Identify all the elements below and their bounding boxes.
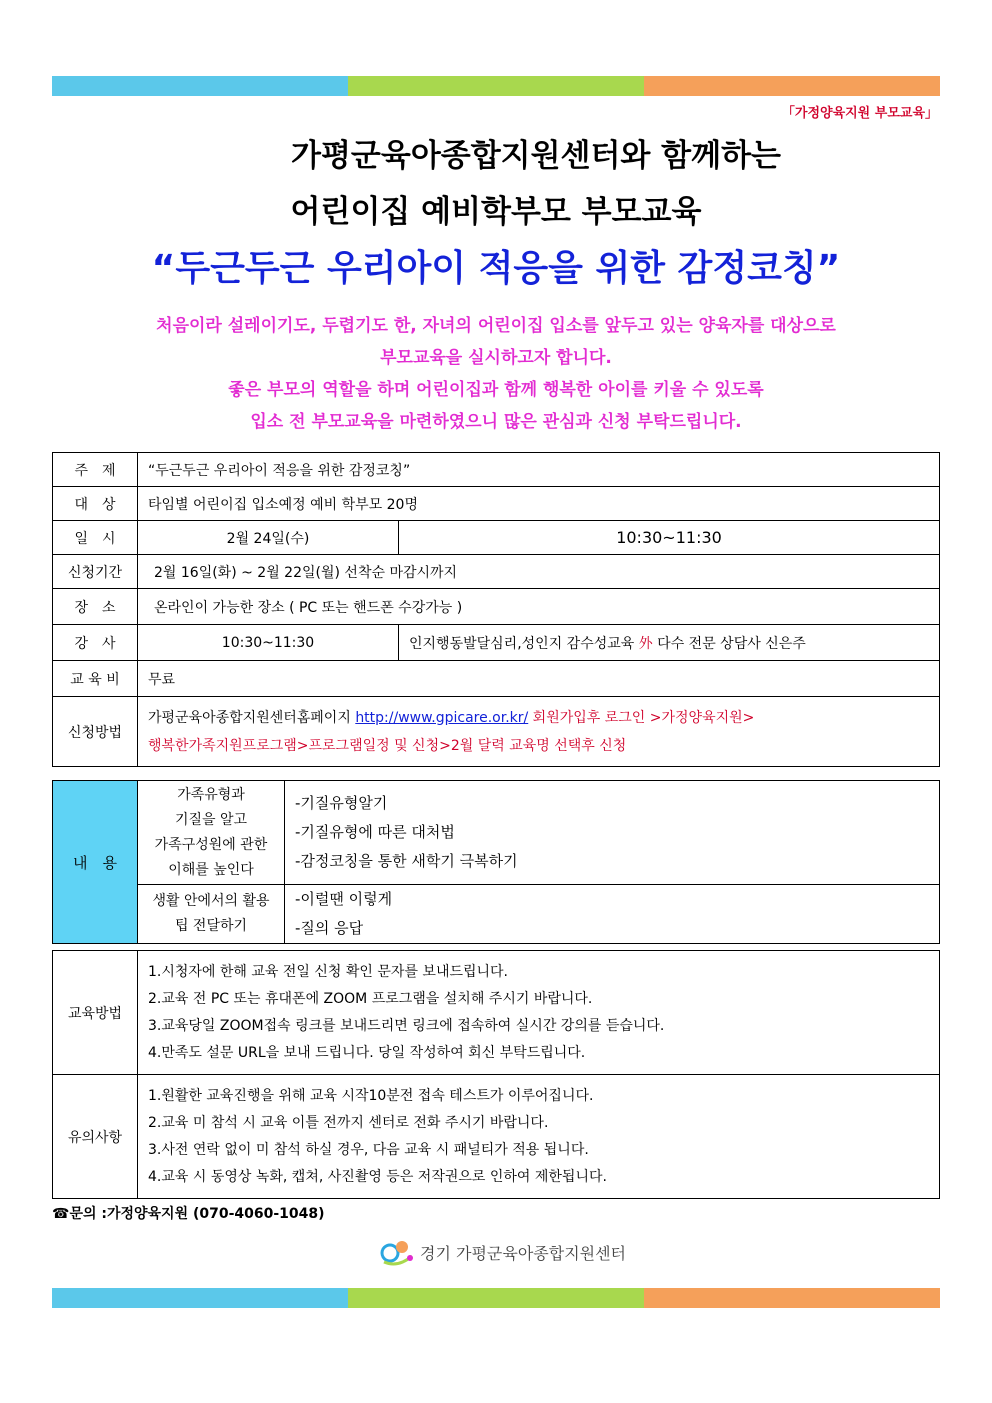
section2-title	[138, 885, 285, 944]
list-item: 3.사전 연락 없이 미 참석 하실 경우, 다음 교육 시 패널티가 적용 됩니다.	[148, 1141, 589, 1158]
list-item: -질의 응답	[295, 919, 364, 937]
list-item: 2.교육 미 참석 시 교육 이틀 전까지 센터로 전화 주시기 바랍니다.	[148, 1114, 549, 1131]
date-value: 2월 24일(수)	[138, 521, 399, 555]
lecturer-oe: 外	[638, 635, 653, 652]
section2-title-line: 팁 전달하기	[174, 918, 248, 934]
lecturer-label: 강 사	[53, 625, 138, 661]
list-item: 1.원활한 교육진행을 위해 교육 시작10분전 접속 테스트가 이루어집니다.	[148, 1087, 594, 1104]
period-label: 신청기간	[53, 555, 138, 589]
edu-method-list	[138, 951, 940, 1075]
section2-items	[285, 885, 940, 944]
intro-line: 좋은 부모의 역할을 하며 어린이집과 함께 행복한 아이를 키울 수 있도록	[228, 380, 764, 400]
list-item: -감정코칭을 통한 새학기 극복하기	[295, 852, 518, 870]
bottom-color-band	[52, 1288, 940, 1308]
period-row	[53, 555, 940, 589]
lecturer-name: 다수 전문 상담사 신은주	[652, 635, 806, 652]
fee-value: 무료	[138, 661, 940, 697]
title-line-1: 가평군육아종합지원센터와 함께하는	[291, 138, 781, 174]
method-row	[53, 697, 940, 767]
method-label: 신청방법	[53, 697, 138, 767]
method-text: 가평군육아종합지원센터홈페이지	[148, 709, 356, 726]
fee-row	[53, 661, 940, 697]
center-logo	[380, 1238, 626, 1266]
section1-items	[285, 781, 940, 885]
intro-line: 처음이라 설레이기도, 두렵기도 한, 자녀의 어린이집 입소를 앞두고 있는 양육자를 대상으로	[156, 316, 836, 336]
top-color-band	[52, 76, 940, 96]
homepage-link[interactable]: http://www.gpicare.or.kr/	[355, 709, 529, 726]
list-item: -이럴땐 이렇게	[295, 890, 393, 908]
list-item: 4.교육 시 동영상 녹화, 캡쳐, 사진촬영 등은 저작권으로 인하여 제한됩니다.	[148, 1168, 607, 1185]
lecturer-time: 10:30~11:30	[138, 625, 399, 661]
contact-info: ☎문의 :가정양육지원 (070-4060-1048)	[52, 1206, 325, 1222]
lecturer-value	[399, 625, 940, 661]
intro-line: 부모교육을 실시하고자 합니다.	[380, 348, 612, 368]
program-title: “두근두근 우리아이 적응을 위한 감정코칭”	[151, 248, 841, 289]
lecturer-row	[53, 625, 940, 661]
section1-title-line: 가족유형과	[177, 786, 245, 803]
section1-title-line: 이해를 높인다	[168, 861, 254, 878]
target-row	[53, 487, 940, 521]
topic-row	[53, 453, 940, 487]
place-label: 장 소	[53, 589, 138, 625]
lecturer-field: 인지행동발달심리,성인지 감수성교육	[409, 635, 639, 652]
content-row-1	[53, 781, 940, 885]
list-item: 2.교육 전 PC 또는 휴대폰에 ZOOM 프로그램을 설치해 주시기 바랍니다.	[148, 990, 593, 1007]
edu-method-row	[53, 951, 940, 1075]
section1-title-line: 기질을 알고	[174, 811, 248, 828]
list-item: 3.교육당일 ZOOM접속 링크를 보내드리면 링크에 접속하여 실시간 강의를 듣습니다.	[148, 1017, 665, 1034]
center-logo-icon	[380, 1238, 416, 1266]
content-label: 내 용	[53, 781, 138, 944]
place-row	[53, 589, 940, 625]
period-value: 2월 16일(화) ~ 2월 22일(월) 선착순 마감시까지	[138, 555, 940, 589]
caution-row	[53, 1075, 940, 1199]
content-table	[52, 780, 940, 944]
content-row-2	[53, 885, 940, 944]
time-value: 10:30~11:30	[399, 521, 940, 555]
topic-value: “두근두근 우리아이 적응을 위한 감정코칭”	[138, 453, 940, 487]
intro-line: 입소 전 부모교육을 마련하였으니 많은 관심과 신청 부탁드립니다.	[250, 412, 742, 432]
place-value: 온라인이 가능한 장소 ( PC 또는 핸드폰 수강가능 )	[138, 589, 940, 625]
topic-label: 주 제	[53, 453, 138, 487]
section1-title-line: 가족구성원에 관한	[154, 836, 268, 853]
date-label: 일 시	[53, 521, 138, 555]
method-line-1	[148, 704, 929, 732]
list-item: 1.시청자에 한해 교육 전일 신청 확인 문자를 보내드립니다.	[148, 963, 509, 980]
target-value: 타임별 어린이집 입소예정 예비 학부모 20명	[138, 487, 940, 521]
list-item: -기질유형알기	[295, 794, 388, 812]
method-line-2: 행복한가족지원프로그램>프로그램일정 및 신청>2월 달력 교육명 선택후 신청	[148, 737, 627, 754]
info-table	[52, 452, 940, 767]
caution-list	[138, 1075, 940, 1199]
method-value	[138, 697, 940, 767]
category-tag: 「가정양육지원 부모교육」	[781, 106, 938, 121]
edu-method-label: 교육방법	[53, 951, 138, 1075]
center-logo-text: 경기 가평군육아종합지원센터	[420, 1243, 627, 1263]
fee-label: 교 육 비	[53, 661, 138, 697]
list-item: -기질유형에 따른 대처법	[295, 823, 455, 841]
date-row	[53, 521, 940, 555]
list-item: 4.만족도 설문 URL을 보내 드립니다. 당일 작성하여 회신 부탁드립니다.	[148, 1044, 586, 1061]
caution-label: 유의사항	[53, 1075, 138, 1199]
section2-title-line: 생활 안에서의 활용	[152, 893, 270, 909]
section1-title	[138, 781, 285, 885]
target-label: 대 상	[53, 487, 138, 521]
title-line-2: 어린이집 예비학부모 부모교육	[290, 194, 702, 230]
notes-table	[52, 950, 940, 1199]
method-path: 회원가입후 로그인 >가정양육지원>	[528, 709, 755, 726]
